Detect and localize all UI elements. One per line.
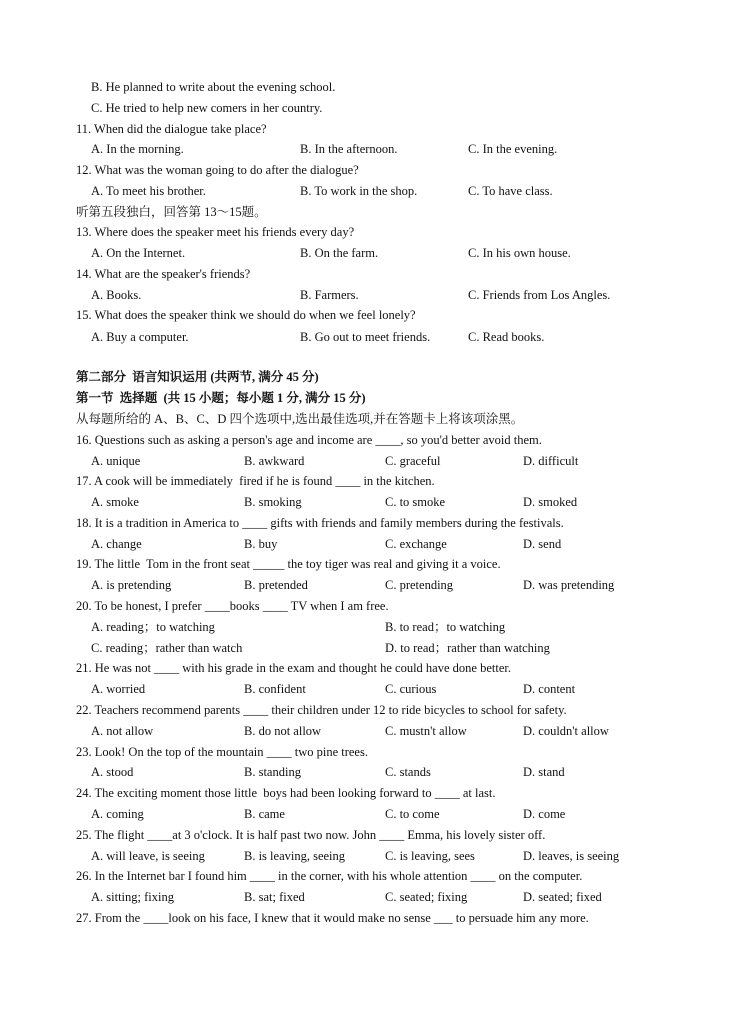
question-16: 16. Questions such as asking a person's age and income are ____, so you'd better avoid them. bbox=[76, 433, 542, 447]
option-16a: A. unique bbox=[91, 454, 141, 468]
option-24b: B. came bbox=[244, 807, 285, 821]
option-22b: B. do not allow bbox=[244, 724, 322, 738]
option-26d: D. seated; fixed bbox=[523, 890, 602, 904]
option-11b: B. In the afternoon. bbox=[300, 142, 398, 156]
option-23c: C. stands bbox=[385, 765, 431, 779]
option-18a: A. change bbox=[91, 537, 142, 551]
section-two-heading: 第二部分 语言知识运用 (共两节, 满分 45 分) bbox=[76, 370, 319, 384]
option-15a: A. Buy a computer. bbox=[91, 330, 189, 344]
option-10c: C. He tried to help new comers in her country. bbox=[91, 101, 323, 115]
option-12b: B. To work in the shop. bbox=[300, 184, 418, 198]
question-15: 15. What does the speaker think we should do when we feel lonely? bbox=[76, 308, 416, 322]
section-instruction: 从每题所给的 A、B、C、D 四个选项中,选出最佳选项,并在答题卡上将该项涂黑。 bbox=[76, 412, 524, 426]
option-20d: D. to read；rather than watching bbox=[385, 641, 550, 655]
option-26c: C. seated; fixing bbox=[385, 890, 468, 904]
option-13b: B. On the farm. bbox=[300, 246, 379, 260]
option-23b: B. standing bbox=[244, 765, 301, 779]
option-19d: D. was pretending bbox=[523, 578, 615, 592]
option-20c: C. reading；rather than watch bbox=[91, 641, 243, 655]
option-17d: D. smoked bbox=[523, 495, 578, 509]
question-22: 22. Teachers recommend parents ____ their children under 12 to ride bicycles to school for safety. bbox=[76, 703, 567, 717]
option-22a: A. not allow bbox=[91, 724, 154, 738]
option-21c: C. curious bbox=[385, 682, 437, 696]
question-24: 24. The exciting moment those little boys had been looking forward to ____ at last. bbox=[76, 786, 496, 800]
option-21b: B. confident bbox=[244, 682, 306, 696]
option-24c: C. to come bbox=[385, 807, 440, 821]
option-17b: B. smoking bbox=[244, 495, 302, 509]
option-19c: C. pretending bbox=[385, 578, 454, 592]
question-20: 20. To be honest, I prefer ____books ____ TV when I am free. bbox=[76, 599, 389, 613]
option-13c: C. In his own house. bbox=[468, 246, 571, 260]
question-18: 18. It is a tradition in America to ____ gifts with friends and family members during the festivals. bbox=[76, 516, 564, 530]
option-11c: C. In the evening. bbox=[468, 142, 558, 156]
option-15b: B. Go out to meet friends. bbox=[300, 330, 431, 344]
option-18d: D. send bbox=[523, 537, 562, 551]
option-22d: D. couldn't allow bbox=[523, 724, 609, 738]
option-18b: B. buy bbox=[244, 537, 278, 551]
option-16d: D. difficult bbox=[523, 454, 579, 468]
question-21: 21. He was not ____ with his grade in the exam and thought he could have done better. bbox=[76, 661, 511, 675]
question-17: 17. A cook will be immediately fired if he is found ____ in the kitchen. bbox=[76, 474, 435, 488]
question-13: 13. Where does the speaker meet his friends every day? bbox=[76, 225, 355, 239]
option-13a: A. On the Internet. bbox=[91, 246, 186, 260]
option-26b: B. sat; fixed bbox=[244, 890, 305, 904]
option-23d: D. stand bbox=[523, 765, 565, 779]
option-25c: C. is leaving, sees bbox=[385, 849, 475, 863]
option-21d: D. content bbox=[523, 682, 576, 696]
part-five-instruction: 听第五段独白，回答第 13～15题。 bbox=[76, 205, 267, 219]
option-12a: A. To meet his brother. bbox=[91, 184, 206, 198]
option-25a: A. will leave, is seeing bbox=[91, 849, 205, 863]
option-16b: B. awkward bbox=[244, 454, 305, 468]
option-19a: A. is pretending bbox=[91, 578, 172, 592]
option-19b: B. pretended bbox=[244, 578, 308, 592]
question-19: 19. The little Tom in the front seat _____ the toy tiger was real and giving it a voice. bbox=[76, 557, 501, 571]
option-24a: A. coming bbox=[91, 807, 144, 821]
question-23: 23. Look! On the top of the mountain ____ two pine trees. bbox=[76, 745, 368, 759]
option-14c: C. Friends from Los Angles. bbox=[468, 288, 611, 302]
option-23a: A. stood bbox=[91, 765, 134, 779]
option-22c: C. mustn't allow bbox=[385, 724, 467, 738]
option-24d: D. come bbox=[523, 807, 566, 821]
option-14a: A. Books. bbox=[91, 288, 142, 302]
option-20a: A. reading；to watching bbox=[91, 620, 215, 634]
question-12: 12. What was the woman going to do after the dialogue? bbox=[76, 163, 359, 177]
option-26a: A. sitting; fixing bbox=[91, 890, 174, 904]
question-14: 14. What are the speaker's friends? bbox=[76, 267, 251, 281]
section-one-heading: 第一节 选择题 (共 15 小题；每小题 1 分, 满分 15 分) bbox=[76, 391, 366, 405]
option-16c: C. graceful bbox=[385, 454, 441, 468]
question-25: 25. The flight ____at 3 o'clock. It is half past two now. John ____ Emma, his lovely sister off. bbox=[76, 828, 546, 842]
option-25d: D. leaves, is seeing bbox=[523, 849, 620, 863]
option-18c: C. exchange bbox=[385, 537, 447, 551]
option-17a: A. smoke bbox=[91, 495, 139, 509]
option-20b: B. to read；to watching bbox=[385, 620, 506, 634]
option-25b: B. is leaving, seeing bbox=[244, 849, 346, 863]
option-12c: C. To have class. bbox=[468, 184, 553, 198]
option-21a: A. worried bbox=[91, 682, 146, 696]
option-11a: A. In the morning. bbox=[91, 142, 184, 156]
option-17c: C. to smoke bbox=[385, 495, 446, 509]
question-26: 26. In the Internet bar I found him ____ in the corner, with his whole attention ____ on the computer. bbox=[76, 869, 583, 883]
option-14b: B. Farmers. bbox=[300, 288, 359, 302]
question-27: 27. From the ____look on his face, I knew that it would make no sense ___ to persuade him any more. bbox=[76, 911, 589, 925]
question-11: 11. When did the dialogue take place? bbox=[76, 122, 267, 136]
option-15c: C. Read books. bbox=[468, 330, 545, 344]
option-10b: B. He planned to write about the evening school. bbox=[91, 80, 336, 94]
